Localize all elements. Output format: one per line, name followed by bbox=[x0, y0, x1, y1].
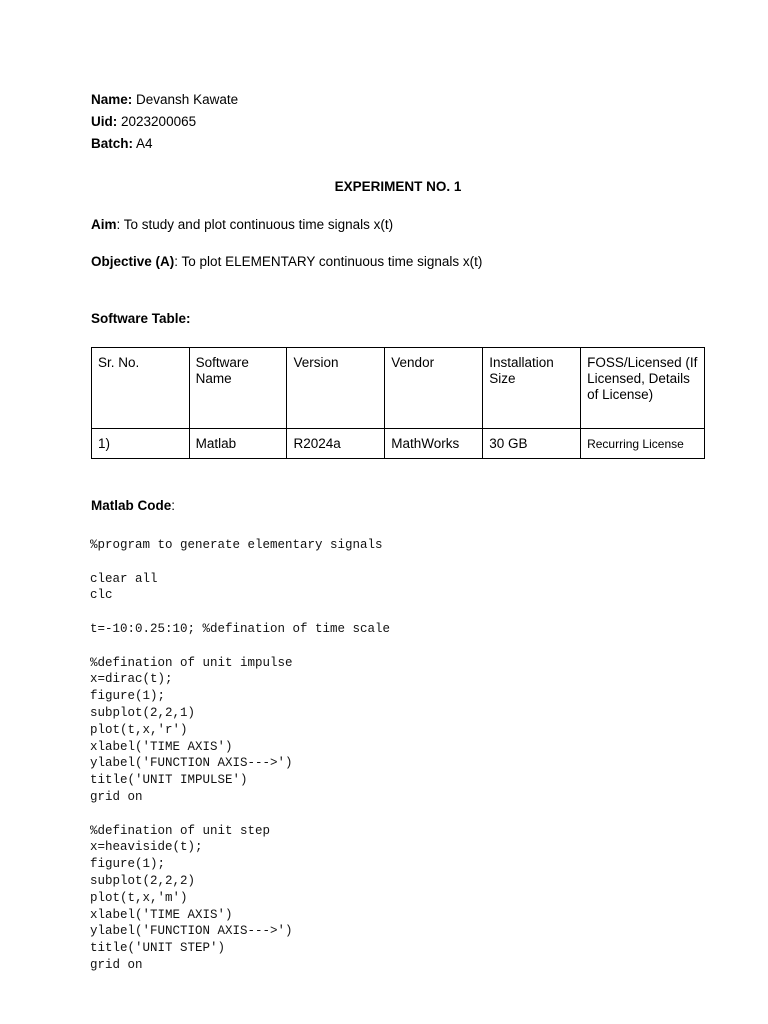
code-line: title('UNIT STEP') bbox=[90, 941, 226, 956]
objective-text: : To plot ELEMENTARY continuous time signals x(t) bbox=[174, 254, 483, 269]
batch-value: A4 bbox=[136, 136, 153, 151]
uid-value: 2023200065 bbox=[121, 114, 197, 129]
code-line: t=-10:0.25:10; %defination of time scale bbox=[90, 621, 391, 636]
objective-line bbox=[91, 254, 482, 270]
table-cell: Recurring License bbox=[581, 429, 705, 459]
table-cell: 30 GB bbox=[483, 429, 581, 459]
code-line bbox=[90, 806, 390, 823]
aim-label: Aim bbox=[91, 217, 117, 232]
code-line: plot(t,x,'r') bbox=[90, 722, 188, 737]
column-header: Sr. No. bbox=[92, 348, 190, 429]
code-line: clear all bbox=[90, 571, 158, 586]
column-header: Version bbox=[287, 348, 385, 429]
code-line: plot(t,x,'m') bbox=[90, 890, 188, 905]
code-line: grid on bbox=[90, 789, 143, 804]
batch-line bbox=[91, 136, 153, 152]
code-line: %program to generate elementary signals bbox=[90, 538, 383, 552]
experiment-title: EXPERIMENT NO. 1 bbox=[334, 179, 462, 194]
column-header: Software Name bbox=[189, 348, 287, 429]
table-row bbox=[92, 429, 705, 459]
code-line bbox=[90, 554, 390, 571]
code-line: subplot(2,2,1) bbox=[90, 705, 196, 720]
code-block bbox=[90, 537, 390, 974]
table-cell: R2024a bbox=[287, 429, 385, 459]
code-line bbox=[90, 638, 390, 655]
table-header-row bbox=[92, 348, 705, 429]
code-line: x=dirac(t); bbox=[90, 672, 173, 687]
code-line: title('UNIT IMPULSE') bbox=[90, 773, 248, 788]
name-line bbox=[91, 92, 238, 108]
code-line: figure(1); bbox=[90, 689, 166, 704]
batch-label: Batch: bbox=[91, 136, 134, 151]
table-cell: 1) bbox=[92, 429, 190, 459]
name-value: Devansh Kawate bbox=[136, 92, 239, 107]
code-line: xlabel('TIME AXIS') bbox=[90, 907, 233, 922]
column-header: Vendor bbox=[385, 348, 483, 429]
code-line: clc bbox=[90, 588, 113, 603]
name-label: Name: bbox=[91, 92, 133, 107]
aim-text: : To study and plot continuous time signals x(t) bbox=[116, 217, 394, 232]
code-line: xlabel('TIME AXIS') bbox=[90, 739, 233, 754]
column-header: FOSS/Licensed (If Licensed, Details of License) bbox=[581, 348, 705, 429]
code-line: x=heaviside(t); bbox=[90, 840, 203, 855]
matlab-code-heading-colon: : bbox=[171, 498, 176, 513]
software-table bbox=[91, 347, 705, 459]
code-line: %defination of unit impulse bbox=[90, 655, 293, 670]
objective-label: Objective (A) bbox=[91, 254, 175, 269]
code-line: %defination of unit step bbox=[90, 823, 271, 838]
code-line bbox=[90, 604, 390, 621]
software-table-heading: Software Table: bbox=[91, 311, 191, 326]
aim-line bbox=[91, 217, 393, 233]
column-header: Installation Size bbox=[483, 348, 581, 429]
code-line: grid on bbox=[90, 957, 143, 972]
table-cell: MathWorks bbox=[385, 429, 483, 459]
code-line: ylabel('FUNCTION AXIS--->') bbox=[90, 924, 293, 939]
matlab-code-heading: Matlab Code bbox=[91, 498, 172, 513]
uid-label: Uid: bbox=[91, 114, 118, 129]
code-line: ylabel('FUNCTION AXIS--->') bbox=[90, 756, 293, 771]
code-line: figure(1); bbox=[90, 857, 166, 872]
code-line: subplot(2,2,2) bbox=[90, 873, 196, 888]
matlab-code-heading-line bbox=[91, 498, 175, 514]
uid-line bbox=[91, 114, 196, 130]
table-cell: Matlab bbox=[189, 429, 287, 459]
